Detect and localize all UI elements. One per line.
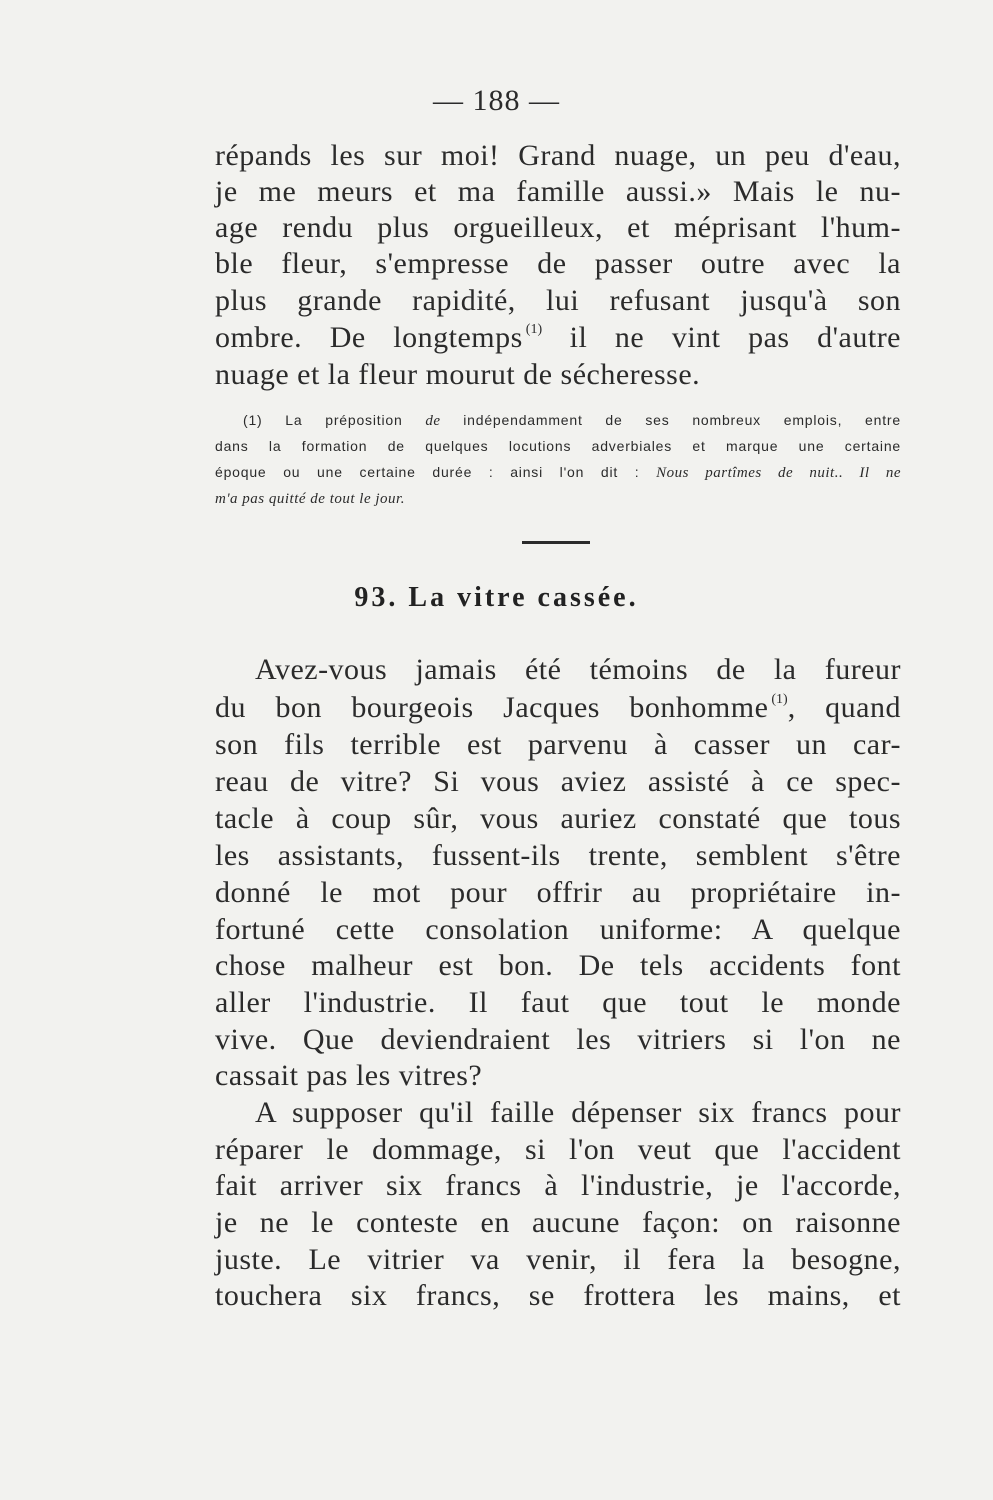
footnote-line: [243, 407, 901, 433]
text-line: vive. Que deviendraient les vitriers si l'on ne: [215, 1023, 901, 1056]
footnote-italic: Nous partîmes de nuit.. Il ne: [656, 465, 901, 481]
text-line: je me meurs et ma famille aussi.» Mais le nu-: [215, 175, 901, 208]
text-line: juste. Le vitrier va venir, il fera la besogne,: [215, 1243, 901, 1276]
footnote-line: [215, 485, 901, 511]
text-line: [215, 690, 901, 726]
text-line: reau de vitre? Si vous aviez assisté à ce spec-: [215, 765, 901, 798]
text-line: nuage et la fleur mourut de sécheresse.: [215, 358, 701, 391]
text-segment: il ne vint pas d'autre: [542, 321, 901, 354]
footnote-line: dans la formation de quelques locutions adverbiales et marque une certaine: [215, 438, 901, 454]
footnote-reference: (1): [771, 692, 788, 707]
text-line: son fils terrible est parvenu à casser un car-: [215, 728, 901, 761]
footnote-italic: de: [425, 413, 441, 429]
footnote-text: La préposition: [285, 412, 403, 428]
page-number: — 188 —: [433, 84, 560, 117]
text-line: age rendu plus orgueilleux, et méprisant l'hum-: [215, 211, 901, 244]
text-line: je ne le conteste en aucune façon: on raisonne: [215, 1206, 901, 1239]
text-line: fortuné cette consolation uniforme: A quelque: [215, 913, 901, 946]
section-divider: [522, 541, 590, 544]
section-title: 93. La vitre cassée.: [354, 582, 639, 613]
text-line: plus grande rapidité, lui refusant jusqu'à son: [215, 284, 901, 317]
footnote-line: [215, 459, 901, 485]
text-line: répands les sur moi! Grand nuage, un peu d'eau,: [215, 139, 901, 172]
footnote-reference: (1): [525, 322, 543, 337]
footnote-text: époque ou une certaine durée : ainsi l'on dit :: [215, 464, 640, 480]
footnote-text: indépendamment de ses nombreux emplois, entre: [463, 412, 901, 428]
footnote-italic: m'a pas quitté de tout le jour.: [215, 491, 405, 507]
text-line: réparer le dommage, si l'on veut que l'accident: [215, 1133, 901, 1166]
text-line: aller l'industrie. Il faut que tout le monde: [215, 986, 901, 1019]
text-line: tacle à coup sûr, vous auriez constaté que tous: [215, 802, 901, 835]
text-line: ble fleur, s'empresse de passer outre avec la: [215, 247, 901, 280]
text-line: chose malheur est bon. De tels accidents font: [215, 949, 901, 982]
text-segment: , quand: [787, 691, 901, 724]
text-line: fait arriver six francs à l'industrie, je l'accorde,: [215, 1169, 901, 1202]
text-line: cassait pas les vitres?: [215, 1059, 483, 1092]
text-line: A supposer qu'il faille dépenser six francs pour: [255, 1096, 901, 1129]
text-line: touchera six francs, se frottera les mains, et: [215, 1279, 901, 1312]
text-segment: ombre. De longtemps: [215, 321, 523, 354]
text-segment: du bon bourgeois Jacques bonhomme: [215, 691, 769, 724]
footnote-marker: (1): [243, 412, 263, 428]
text-line: [215, 320, 901, 356]
text-line: donné le mot pour offrir au propriétaire in-: [215, 876, 901, 909]
text-line: les assistants, fussent-ils trente, semblent s'être: [215, 839, 901, 872]
text-line: Avez-vous jamais été témoins de la fureur: [255, 653, 901, 686]
